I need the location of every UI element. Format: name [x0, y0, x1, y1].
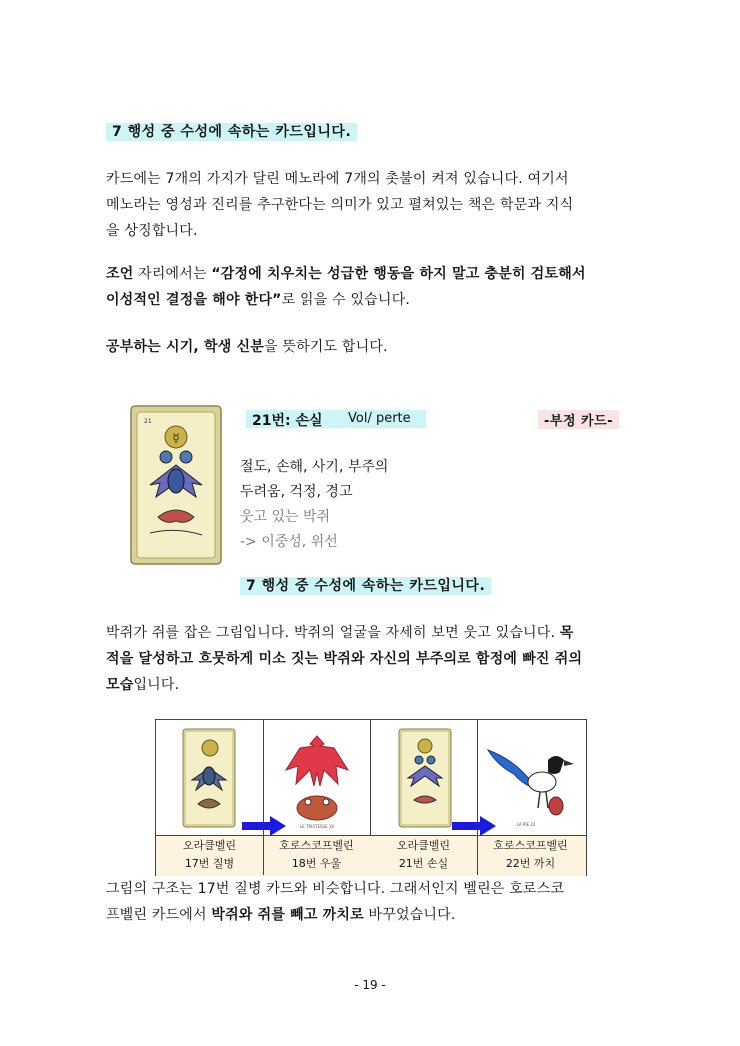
card-21-image — [130, 405, 222, 565]
card-22-image — [484, 730, 580, 830]
card-21-small-image — [398, 728, 452, 828]
card-keywords — [240, 455, 388, 555]
card-title: 21번: 손실 — [252, 413, 323, 429]
paragraph-line: 그림의 구조는 17번 질병 카드와 비슷합니다. 그래서인지 벨린은 호로스코 — [106, 881, 565, 897]
keyword-line: 두려움, 걱정, 경고 — [240, 484, 353, 500]
svg-text:LA PIE 22: LA PIE 22 — [516, 822, 536, 827]
section-heading: 7 행성 중 수성에 속하는 카드입니다. — [240, 575, 491, 595]
table-caption: 호로스코프벨린 22번 까치 — [493, 839, 568, 870]
paragraph-line: 적을 달성하고 흐뭇하게 미소 짓는 박쥐와 자신의 부주의로 함정에 빠진 쥐의 — [106, 651, 583, 667]
paragraph-study: 공부하는 시기, 학생 신분을 뜻하기도 합니다. — [106, 339, 388, 355]
paragraph-advice — [106, 261, 636, 313]
bat-card-illustration — [130, 405, 222, 565]
paragraph-line: 카드에는 7개의 가지가 달린 메노라에 7개의 촛불이 켜져 있습니다. 여기서 — [106, 171, 569, 187]
section-heading: 7 행성 중 수성에 속하는 카드입니다. — [106, 121, 357, 141]
negative-card-tag: -부정 카드- — [538, 410, 619, 429]
table-caption: 오라클벨린 21번 손실 — [396, 839, 451, 870]
paragraph-description — [106, 620, 636, 698]
page-number: - 19 - — [354, 978, 386, 992]
comparison-table — [155, 719, 587, 876]
card-17-image — [182, 728, 236, 828]
arrow-right-icon — [242, 816, 286, 836]
svg-text:LE TRISTESSE 18: LE TRISTESSE 18 — [300, 824, 334, 829]
keyword-line: 웃고 있는 박쥐 — [240, 509, 331, 525]
paragraph-line: 을 상징합니다. — [106, 223, 198, 239]
paragraph-line: 프벨린 카드에서 박쥐와 쥐를 빼고 까치로 바꾸었습니다. — [106, 907, 456, 923]
svg-text:21: 21 — [144, 418, 152, 425]
table-caption: 오라클벨린 17번 질병 — [182, 839, 237, 870]
paragraph-line: 박쥐가 쥐를 잡은 그림입니다. 박쥐의 얼굴을 자세히 보면 웃고 있습니다. 목 — [106, 625, 574, 641]
keyword-line: 절도, 손해, 사기, 부주의 — [240, 459, 389, 475]
paragraph-line: 이성적인 결정을 해야 한다”로 읽을 수 있습니다. — [106, 292, 410, 308]
paragraph-structure — [106, 876, 636, 928]
card-18-image — [280, 728, 354, 832]
svg-text:☿: ☿ — [172, 431, 180, 445]
keyword-line: -> 이중성, 위선 — [240, 534, 338, 550]
paragraph-line: 조언 자리에서는 “감정에 치우치는 성급한 행동을 하지 말고 충분히 검토해서 — [106, 266, 586, 282]
paragraph-line: 모습입니다. — [106, 677, 180, 693]
card-title-en: Vol/ perte — [348, 411, 411, 426]
paragraph-line: 메노라는 영성과 진리를 추구한다는 의미가 있고 펼쳐있는 책은 학문과 지식 — [106, 197, 574, 213]
paragraph-meaning — [106, 166, 636, 244]
table-caption: 호로스코프벨린 18번 우울 — [279, 839, 354, 870]
